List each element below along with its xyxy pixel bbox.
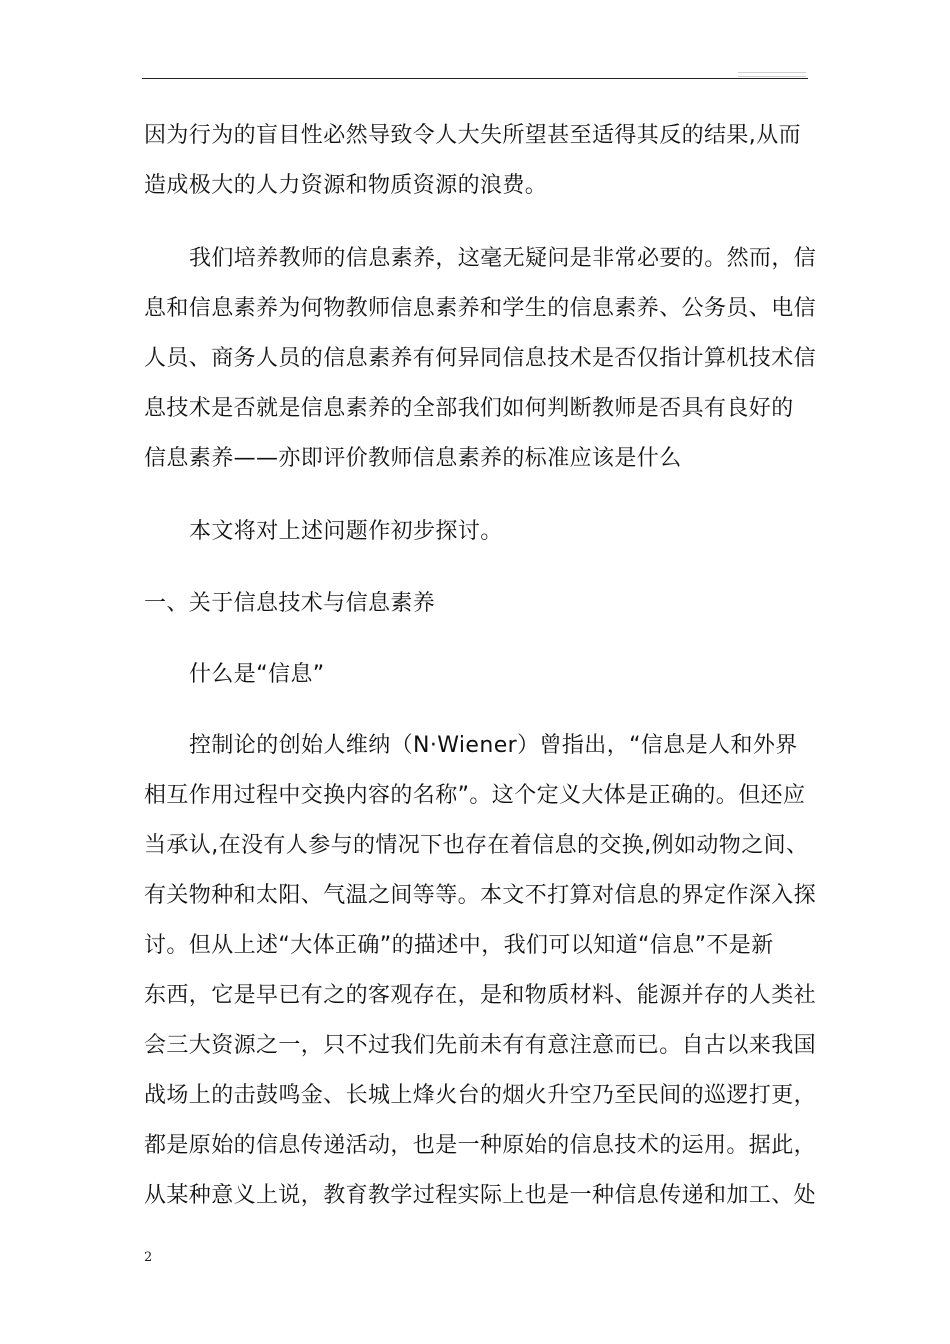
- text-line: 控制论的创始人维纳（N·Wiener）曾指出，“信息是人和外界: [189, 733, 798, 758]
- text-line: 有关物种和太阳、气温之间等等。本文不打算对信息的界定作深入探: [144, 883, 817, 908]
- section-heading: [144, 579, 810, 629]
- paragraph-questions: [144, 234, 817, 484]
- paragraph-information-definition: [144, 721, 817, 1221]
- paragraph-intro-statement: [144, 507, 810, 557]
- text-line: 我们培养教师的信息素养，这毫无疑问是非常必要的。然而，信: [189, 246, 817, 271]
- text-line: 因为行为的盲目性必然导致令人大失所望甚至适得其反的结果,从而: [144, 123, 801, 148]
- text-line: 相互作用过程中交换内容的名称”。这个定义大体是正确的。但还应: [144, 783, 806, 808]
- subsection-heading: [144, 650, 810, 700]
- text-line: 息技术是否就是信息素养的全部我们如何判断教师是否具有良好的: [144, 396, 794, 421]
- text-line: 信息素养——亦即评价教师信息素养的标准应该是什么: [144, 446, 682, 471]
- header-mark: [738, 72, 806, 77]
- header-rule: [142, 78, 808, 79]
- text-line: 讨。但从上述“大体正确”的描述中，我们可以知道“信息”不是新: [144, 933, 774, 958]
- text-line: 息和信息素养为何物教师信息素养和学生的信息素养、公务员、电信: [144, 296, 817, 321]
- text-line: 当承认,在没有人参与的情况下也存在着信息的交换,例如动物之间、: [144, 833, 809, 858]
- text-line: 东西，它是早已有之的客观存在，是和物质材料、能源并存的人类社: [144, 983, 817, 1008]
- text-line: 战场上的击鼓鸣金、长城上烽火台的烟火升空乃至民间的巡逻打更，: [144, 1083, 817, 1108]
- subheading-text: 什么是“信息”: [189, 662, 325, 687]
- text-line: 本文将对上述问题作初步探讨。: [189, 519, 503, 544]
- heading-text: 一、关于信息技术与信息素养: [144, 591, 436, 616]
- text-line: 从某种意义上说，教育教学过程实际上也是一种信息传递和加工、处: [144, 1183, 817, 1208]
- paragraph-waste-continuation: [144, 111, 810, 211]
- text-line: 都是原始的信息传递活动，也是一种原始的信息技术的运用。据此，: [144, 1133, 817, 1158]
- text-line: 造成极大的人力资源和物质资源的浪费。: [144, 173, 548, 198]
- text-line: 会三大资源之一，只不过我们先前未有有意注意而已。自古以来我国: [144, 1033, 817, 1058]
- text-line: 人员、商务人员的信息素养有何异同信息技术是否仅指计算机技术信: [144, 346, 817, 371]
- page-number: 2: [144, 1250, 153, 1265]
